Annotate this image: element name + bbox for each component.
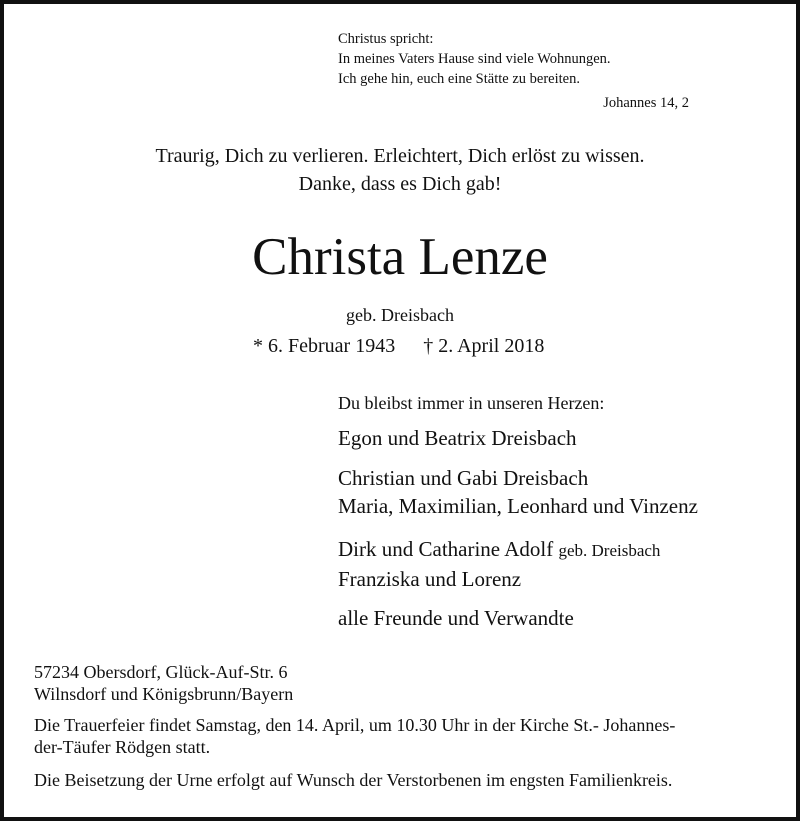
mourner-line: Christian und Gabi Dreisbach: [338, 466, 589, 490]
mourner-line: Maria, Maximilian, Leonhard und Vinzenz: [338, 494, 698, 518]
verse-line: Ich gehe hin, euch eine Stätte zu bereiten.: [338, 71, 580, 87]
mourner-group-1: Egon und Beatrix Dreisbach: [338, 426, 577, 450]
mourner-group-2: [338, 464, 698, 520]
birth-date: * 6. Februar 1943: [253, 335, 396, 357]
birth-name: geb. Dreisbach: [346, 305, 454, 325]
address-line: 57234 Obersdorf, Glück-Auf-Str. 6: [34, 662, 288, 682]
burial-notice: Die Beisetzung der Urne erfolgt auf Wunsch der Verstorbenen im engsten Familienkreis.: [34, 770, 673, 790]
verse-line: In meines Vaters Hause sind viele Wohnungen.: [338, 51, 611, 67]
mourner-line: Franziska und Lorenz: [338, 567, 522, 591]
verse-line: Christus spricht:: [338, 31, 434, 47]
intro-line-2: Danke, dass es Dich gab!: [298, 173, 502, 195]
mourner-names: Dirk und Catharine Adolf: [338, 537, 554, 561]
verse-reference: Johannes 14, 2: [603, 95, 689, 111]
deceased-name: Christa Lenze: [252, 228, 548, 286]
mourner-birth-name: geb. Dreisbach: [558, 541, 661, 560]
life-dates: [253, 335, 544, 358]
mourner-group-4: alle Freunde und Verwandte: [338, 606, 574, 630]
mourner-group-3: [338, 535, 660, 593]
intro-line-1: Traurig, Dich zu verlieren. Erleichtert, Dich erlöst zu wissen.: [155, 145, 645, 167]
bible-verse: [338, 29, 611, 89]
mourners-heading: Du bleibst immer in unseren Herzen:: [338, 393, 605, 413]
notice-line: der-Täufer Rödgen statt.: [34, 737, 211, 757]
funeral-notice: [34, 714, 675, 758]
address-block: [34, 661, 293, 705]
address-line: Wilnsdorf und Königsbrunn/Bayern: [34, 684, 294, 704]
notice-line: Die Trauerfeier findet Samstag, den 14. April, um 10.30 Uhr in der Kirche St.- Johannes-: [34, 715, 676, 735]
death-date: † 2. April 2018: [423, 335, 545, 357]
mourner-line: [338, 535, 660, 565]
